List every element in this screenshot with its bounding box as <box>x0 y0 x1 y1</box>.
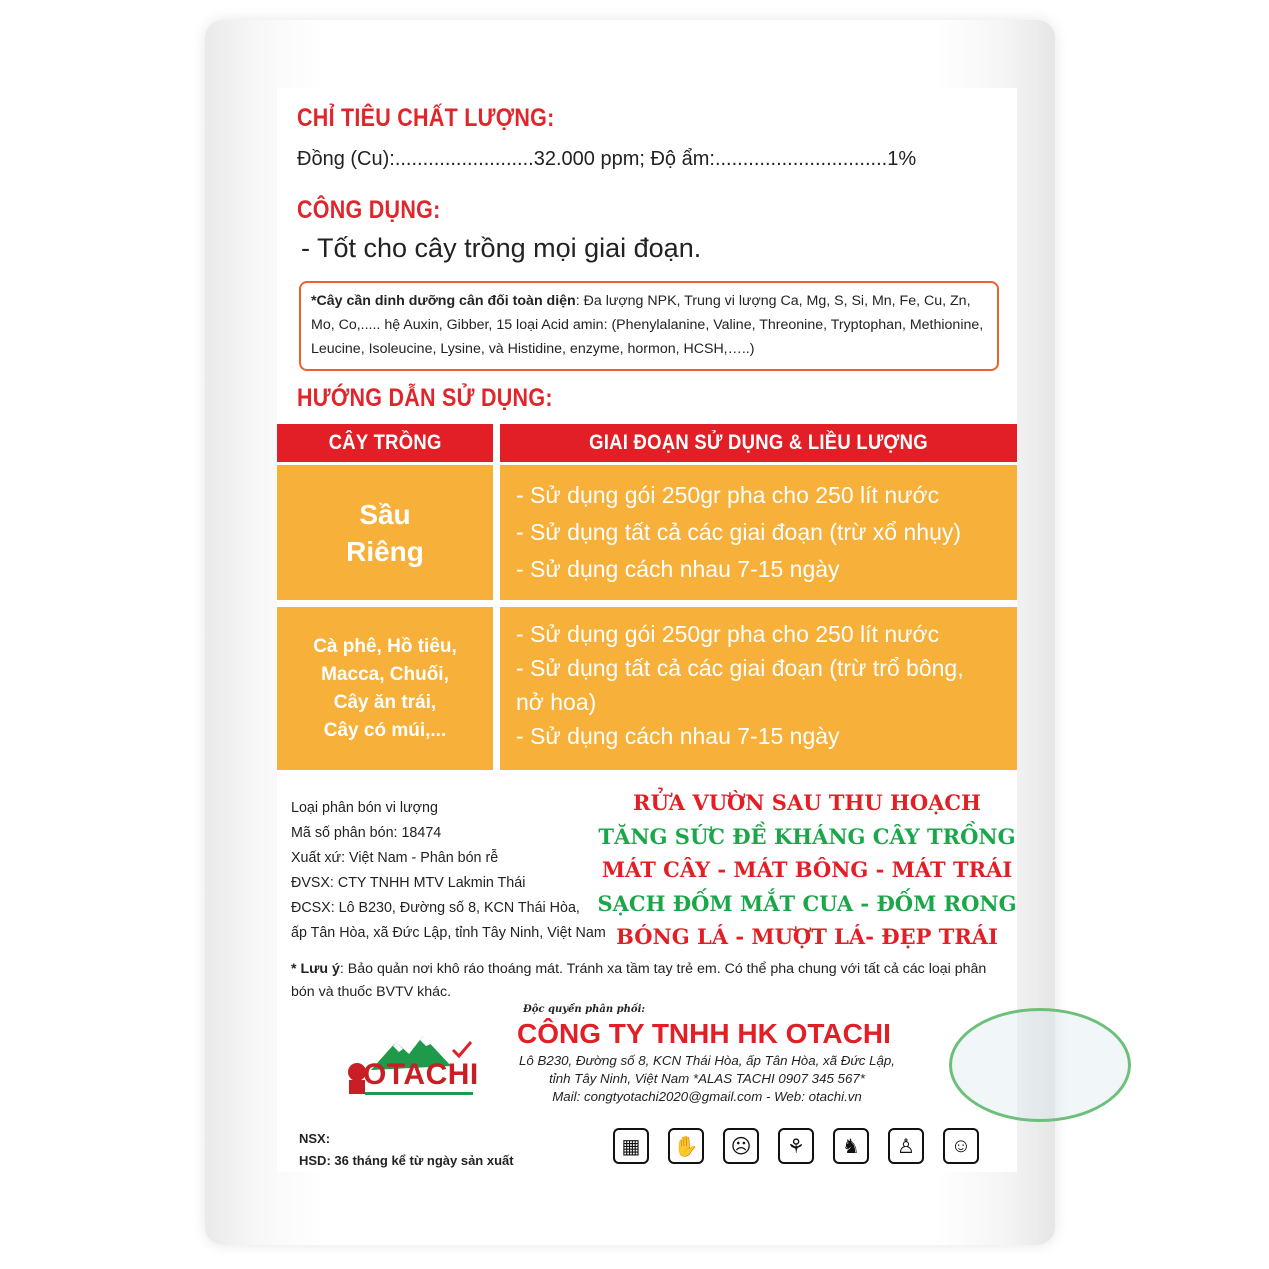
note-text: : Đa lượng NPK, Trung vi lượng Ca, Mg, S, Si, Mn, Fe, Cu, Zn, Mo, Co,..... hệ Auxin, Gibber, 15 loại Acid amin: (Phenylalanine, Valine, Threonine, Tryptophan, Methionine, Leucine, Isoleucine, Lysine, và Histidine, enzyme, hormon, HCSH,…..) <box>311 293 984 357</box>
quality-spec: Đồng (Cu):.........................32.000 ppm; Độ ẩm:...............................1% <box>297 148 917 170</box>
product-label <box>277 88 1017 1172</box>
slogan-line: SẠCH ĐỐM MẮT CUA - ĐỐM RONG <box>597 890 1017 916</box>
company-address: Lô B230, Đường số 8, KCN Thái Hòa, ấp Tân Hòa, xã Đức Lập, tỉnh Tây Ninh, Việt Nam *ALAS TACHI 0907 345 567* Mail: congtyotachi2020@gmail.com - Web: otachi.vn <box>519 1053 895 1104</box>
company-name: CÔNG TY TNHH HK OTACHI <box>517 1018 891 1049</box>
note-bold: *Cây cần dinh dưỡng cân đối toàn diện <box>311 293 576 309</box>
distributor-label: Độc quyền phân phối: <box>523 1004 646 1015</box>
table-row-stages: - Sử dụng gói 250gr pha cho 250 lít nước - Sử dụng tất cả các giai đoạn (trừ xổ nhụy) - Sử dụng cách nhau 7-15 ngày <box>500 465 1017 600</box>
slogans <box>587 786 1027 954</box>
table-row-stages: - Sử dụng gói 250gr pha cho 250 lít nước - Sử dụng tất cả các giai đoạn (trừ trổ bông, nở hoa) - Sử dụng cách nhau 7-15 ngày <box>500 607 1017 770</box>
table-row-crop: Sầu Riêng <box>277 465 493 600</box>
slogan-line: RỬA VƯỜN SAU THU HOẠCH <box>633 790 981 815</box>
apron-icon: ♙ <box>888 1128 924 1164</box>
guide-heading: HƯỚNG DẪN SỬ DỤNG: <box>297 384 553 412</box>
nutrition-note-box <box>299 281 999 371</box>
usage-text: - Tốt cho cây trồng mọi giai đoạn. <box>301 233 702 263</box>
slogan-line: TĂNG SỨC ĐỀ KHÁNG CÂY TRỒNG <box>598 823 1016 849</box>
caution-note: * Lưu ý: Bảo quản nơi khô ráo thoáng mát. Tránh xa tầm tay trẻ em. Có thể pha chung với tất cả các loại phân bón và thuốc BVTV khác. <box>291 961 987 1000</box>
usage-heading: CÔNG DỤNG: <box>297 196 441 224</box>
column-header-crop: CÂY TRỒNG <box>277 424 493 462</box>
quality-heading: CHỈ TIÊU CHẤT LƯỢNG: <box>297 104 555 132</box>
distributor-emblem <box>949 1008 1131 1122</box>
protective-clothing-icon: ▦ <box>613 1128 649 1164</box>
gloves-icon: ✋ <box>668 1128 704 1164</box>
boots-icon: ♞ <box>833 1128 869 1164</box>
wash-hands-icon: ⚘ <box>778 1128 814 1164</box>
slogan-line: BÓNG LÁ - MƯỢT LÁ- ĐẸP TRÁI <box>616 924 998 949</box>
column-header-stage: GIAI ĐOẠN SỬ DỤNG & LIỀU LƯỢNG <box>500 424 1017 462</box>
slogan-line: MÁT CÂY - MÁT BÔNG - MÁT TRÁI <box>601 857 1013 882</box>
face-shield-icon: ☹ <box>723 1128 759 1164</box>
logo-text: OTACHI <box>363 1058 479 1091</box>
mask-icon: ☺ <box>943 1128 979 1164</box>
production-dates: NSX: HSD: 36 tháng kể từ ngày sản xuất <box>299 1131 514 1168</box>
safety-icons <box>613 1128 979 1164</box>
product-info: Loại phân bón vi lượng Mã số phân bón: 18474 Xuất xứ: Việt Nam - Phân bón rễ ĐVSX: CTY TNHH MTV Lakmin Thái ĐCSX: Lô B230, Đường số 8, KCN Thái Hòa, ấp Tân Hòa, xã Đức Lập, tỉnh Tây Ninh, Việt Nam <box>291 800 606 941</box>
table-row-crop: Cà phê, Hồ tiêu, Macca, Chuối, Cây ăn trái, Cây có múi,... <box>277 607 493 770</box>
